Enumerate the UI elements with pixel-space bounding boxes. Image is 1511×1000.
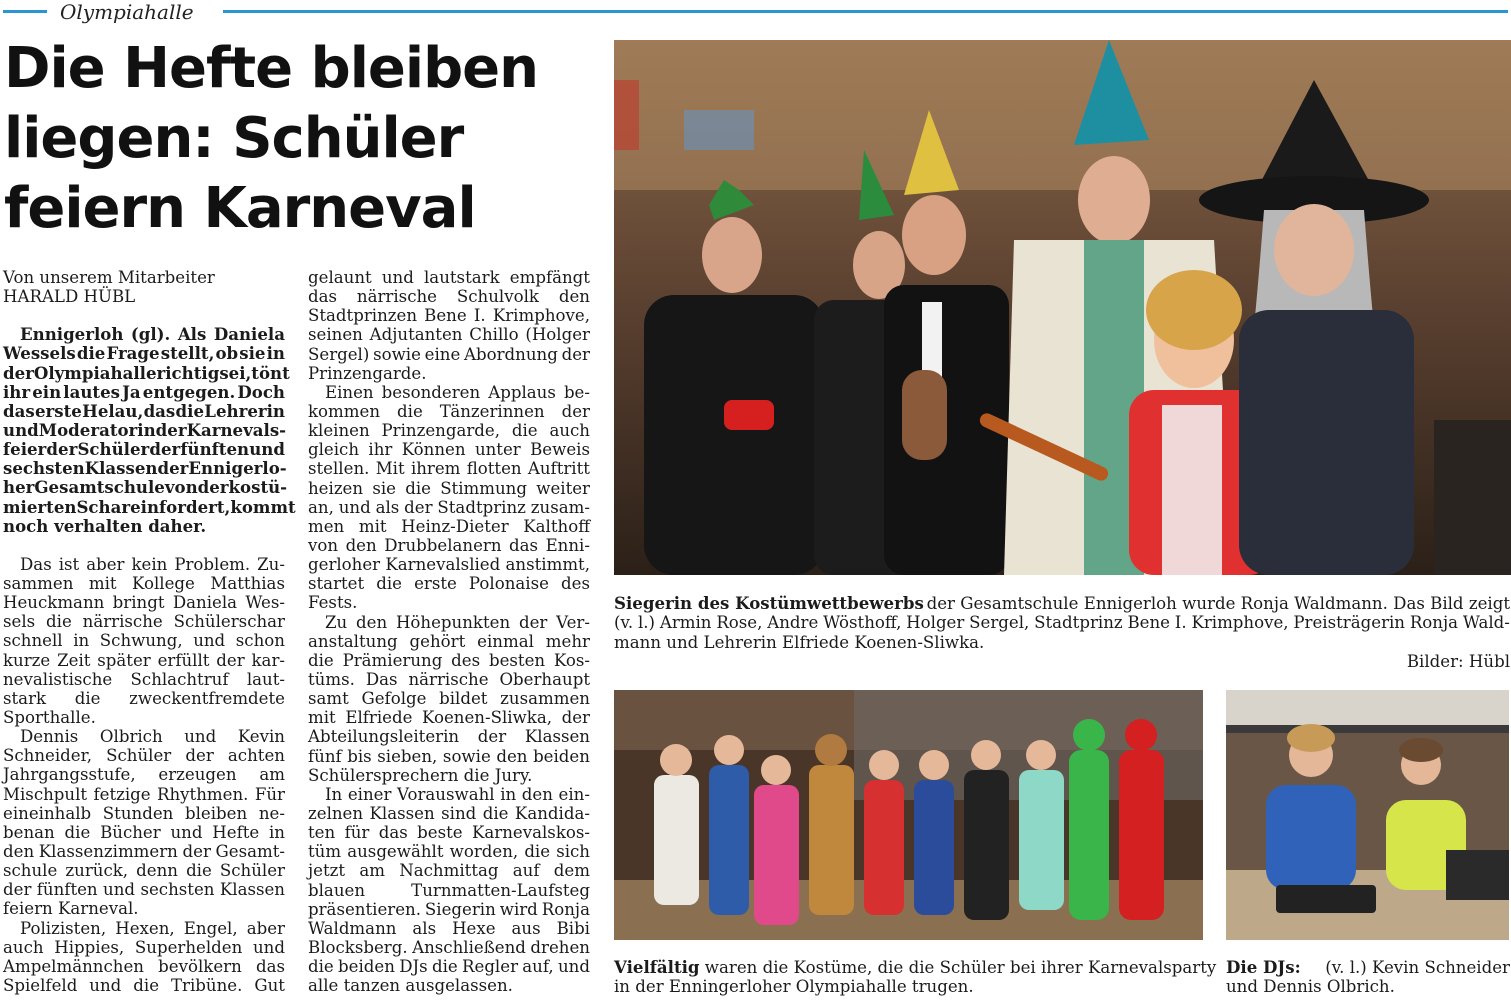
caption-group-photo (614, 957, 1217, 997)
text-line: Prinzengarde. (308, 363, 427, 383)
text-line: blauen Turnmatten-Laufsteg (308, 880, 590, 900)
text-line: benan die Bücher und Hefte in (3, 822, 285, 842)
text-line: gerloher Karnevalslied anstimmt, (308, 555, 590, 575)
caption-bold: Siegerin des Kostümwettbewerbs (614, 593, 924, 613)
text-line: Spielfeld und die Tribüne. Gut (3, 975, 285, 995)
paragraph (3, 727, 285, 918)
text-line: Blocksberg. Anschließend drehen (308, 937, 590, 957)
text-line: Abteilungsleiterin der Klassen (308, 727, 590, 747)
text-line: ten für das beste Karnevalskos- (308, 823, 590, 843)
headline-line: Die Hefte bleiben (4, 36, 539, 101)
caption-bold: Die DJs: (1226, 957, 1301, 977)
text-line: anstaltung gehört einmal mehr (308, 631, 590, 651)
text-line: ihr ein lautes Ja entgegen. Doch (3, 381, 285, 402)
text-line: der fünften und sechsten Klassen (3, 880, 285, 900)
photo-costume-winner (614, 40, 1511, 575)
photo-credit: Bilder: Hübl (1406, 651, 1510, 671)
text-line: Polizisten, Hexen, Engel, aber (20, 918, 285, 938)
byline (3, 268, 285, 306)
caption-text: (v. l.) Kevin Schneider (1325, 958, 1510, 977)
header-rule-left (3, 10, 47, 13)
header-rule-right (223, 10, 1508, 13)
text-line: sammen mit Kollege Matthias (3, 573, 285, 593)
text-line: Jahrgangsstufe, erzeugen am (3, 765, 285, 785)
text-line: Waldmann als Hexe aus Bibi (308, 918, 590, 938)
text-line: präsentieren. Siegerin wird Ronja (308, 899, 590, 919)
caption-text: der Gesamtschule Ennigerloh wurde Ronja Waldmann. Das Bild zeigt (926, 594, 1510, 613)
paragraph (308, 613, 590, 785)
photo-costume-group (614, 690, 1203, 940)
text-line: fünf bis sieben, sowie den beiden (308, 746, 590, 766)
text-line: zelnen Klassen sind die Kandida- (308, 803, 590, 823)
text-line: stark die zweckentfremdete (3, 688, 285, 708)
text-line: Fests. (308, 593, 358, 613)
text-line: Das ist aber kein Problem. Zu- (20, 554, 285, 574)
text-line: die beiden DJs die Regler auf, und (308, 957, 590, 977)
text-line: samt Gefolge bildet zusammen (308, 689, 590, 709)
paragraph (3, 555, 285, 727)
text-line: an, und als der Stadtprinz zusam- (308, 497, 590, 517)
headline-line: feiern Karneval (4, 176, 476, 241)
text-line: her Gesamtschule von der kostü- (3, 477, 288, 498)
caption-dj-photo (1226, 958, 1510, 997)
text-line: der Olympiahalle richtig sei, tönt (3, 362, 290, 383)
text-line: Schülersprechern die Jury. (308, 765, 533, 785)
text-line: nevalistische Schlachtruf laut- (3, 669, 285, 689)
text-line: die Prämierung des besten Kos- (308, 650, 590, 670)
text-line: feiern Karneval. (3, 899, 139, 919)
paragraph (308, 785, 590, 996)
text-line: Ennigerloh (gl). Als Daniela (20, 324, 285, 345)
text-line: Dennis Olbrich und Kevin (20, 727, 285, 747)
text-line: den Klassenzimmern der Gesamt- (3, 841, 285, 861)
text-line: startet die erste Polonaise des (308, 574, 590, 594)
text-line: schnell in Schwung, und schon (3, 631, 285, 651)
text-line: noch verhalten daher. (3, 515, 207, 536)
caption-text: mann und Lehrerin Elfriede Koenen-Sliwka. (614, 632, 985, 652)
text-line: gelaunt und lautstark empfängt (308, 268, 590, 287)
text-line: kurze Zeit später erfüllt der kar- (3, 650, 285, 670)
text-line: Mischpult fetzige Rhythmen. Für (3, 784, 285, 804)
caption-text: (v. l.) Armin Rose, Andre Wösthoff, Holger Sergel, Stadtprinz Bene I. Krimphove, Preisträgerin Ronja Wald- (614, 613, 1510, 633)
text-line: Schneider, Schüler der achten (3, 746, 285, 766)
article-column-1 (3, 268, 296, 995)
text-line: seinen Adjutanten Chillo (Holger (308, 325, 590, 345)
text-line: jetzt am Nachmittag auf dem (308, 861, 590, 881)
text-line: heizen sie die Stimmung weiter (308, 478, 590, 498)
text-line: tüms. Das närrische Oberhaupt (308, 669, 590, 689)
text-line: mierten Schar einfordert, kommt (3, 496, 296, 517)
text-line: sechsten Klassen der Ennigerlo- (3, 458, 287, 479)
text-line: kommen die Tänzerinnen der (308, 401, 590, 421)
text-line: gleich ihr Können unter Beweis (308, 440, 590, 460)
text-line: tüm ausgewählt worden, die sich (308, 842, 590, 862)
byline-line: Von unserem Mitarbeiter (3, 268, 215, 287)
text-line: feier der Schüler der fünften und (3, 439, 285, 460)
article-column-2 (308, 268, 590, 995)
byline-author: HARALD HÜBL (3, 287, 136, 307)
text-line: mit Elfriede Koenen-Sliwka, der (308, 708, 590, 728)
caption-bold: Vielfältig (614, 957, 700, 977)
text-line: Einen besonderen Applaus be- (325, 382, 590, 402)
lead-paragraph (3, 324, 296, 536)
headline-line: liegen: Schüler (4, 106, 464, 171)
text-line: auch Hippies, Superhelden und (3, 937, 285, 957)
text-line: stellen. Mit ihrem flotten Auftritt (308, 459, 590, 479)
caption-main-photo (614, 594, 1510, 671)
text-line: Heuckmann bringt Daniela Wes- (3, 593, 285, 613)
text-line: eineinhalb Stunden bleiben ne- (3, 803, 285, 823)
text-line: schule zurück, denn die Schüler (3, 861, 285, 881)
text-line: von den Drubbelanern das Enni- (308, 535, 590, 555)
text-line: Sporthalle. (3, 707, 96, 727)
text-line: sels die närrische Schülerschar (3, 612, 285, 632)
text-line: Ampelmännchen bevölkern das (3, 956, 285, 976)
text-line: men mit Heinz-Dieter Kalthoff (308, 516, 590, 536)
photo-djs (1226, 690, 1509, 940)
caption-text: waren die Kostüme, die die Schüler bei ihrer Karnevalsparty (704, 958, 1217, 977)
headline (4, 34, 604, 244)
text-line: Sergel) sowie eine Abordnung der (308, 344, 590, 364)
caption-text: in der Enningerloher Olympiahalle trugen. (614, 977, 974, 997)
text-line: Stadtprinzen Bene I. Krimphove, (308, 306, 590, 326)
paragraph (308, 268, 590, 383)
paragraph (3, 919, 285, 996)
paragraph (308, 383, 590, 613)
text-line: das närrische Schulvolk den (308, 287, 590, 307)
caption-text: und Dennis Olbrich. (1226, 977, 1395, 997)
text-line: das erste Helau, das die Lehrerin (3, 400, 285, 421)
text-line: und Moderatorin der Karnevals- (3, 419, 287, 440)
section-label: Olympiahalle (60, 0, 194, 24)
text-line: Wessels die Frage stellt, ob sie in (3, 343, 285, 364)
text-line: Zu den Höhepunkten der Ver- (325, 612, 590, 632)
text-line: In einer Vorauswahl in den ein- (325, 784, 590, 804)
text-line: kleinen Prinzengarde, die auch (308, 421, 590, 441)
text-line: alle tanzen ausgelassen. (308, 976, 513, 996)
